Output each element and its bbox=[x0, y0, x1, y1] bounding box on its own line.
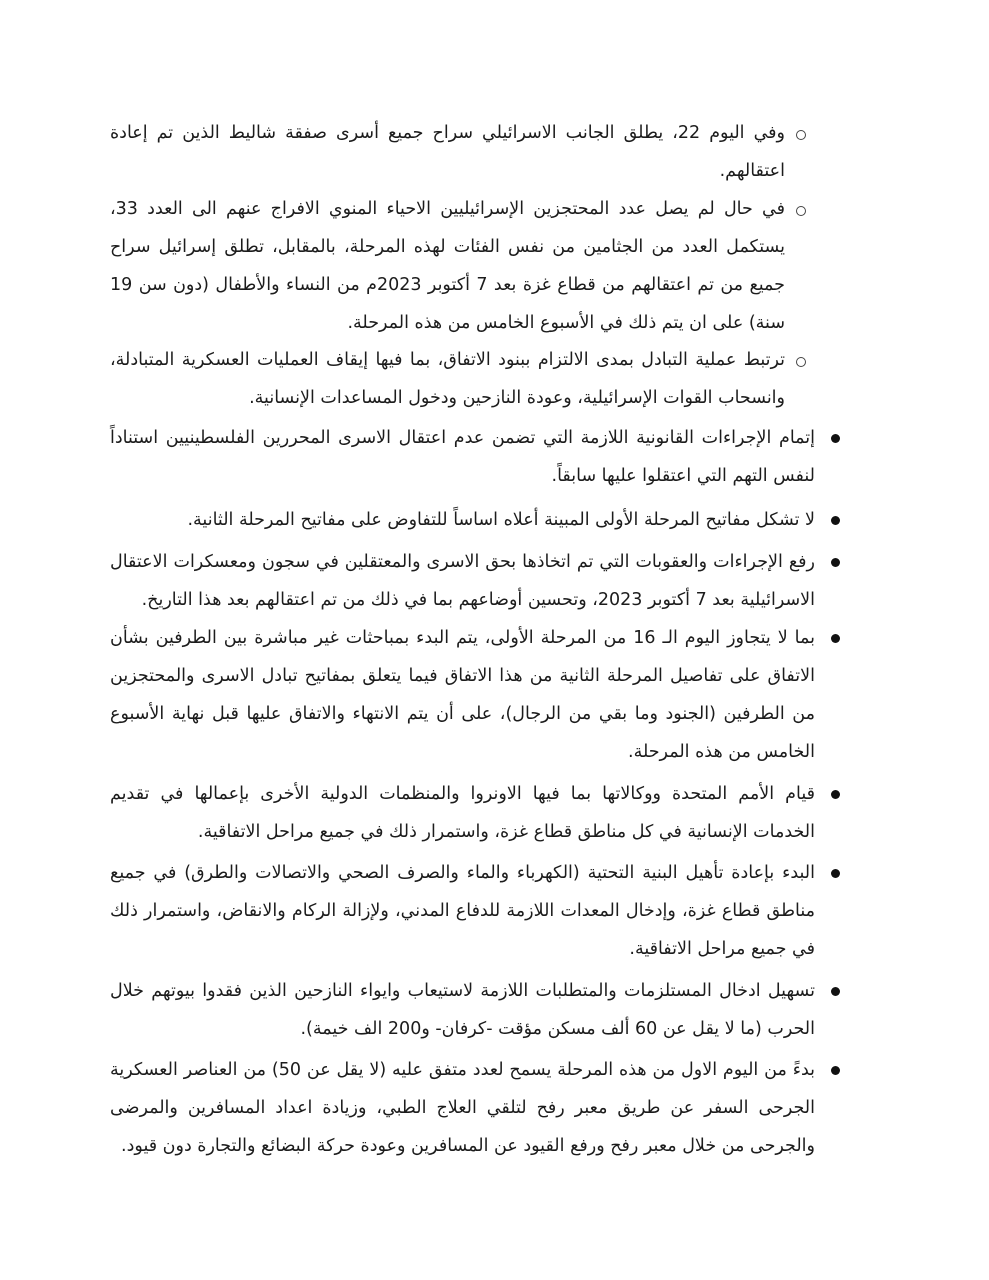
filled-circle-bullet-icon bbox=[831, 987, 840, 996]
list-item: قيام الأمم المتحدة ووكالاتها بما فيها الاونروا والمنظمات الدولية الأخرى بإعمالها في تقديم الخدمات الإنسانية في كل مناطق قطاع غزة، واستمرار ذلك في جميع مراحل الاتفاقية. bbox=[110, 784, 815, 842]
open-circle-bullet-icon bbox=[796, 357, 806, 367]
list-item: بما لا يتجاوز اليوم الـ 16 من المرحلة الأولى، يتم البدء بمباحثات غير مباشرة بين الطرفين بشأن الاتفاق على تفاصيل المرحلة الثانية من هذا الاتفاق فيما يتعلق بمفاتيح تبادل الاسرى والمحتجزين من الطرفين (الجنود وما بقي من الرجال)، على أن يتم الانتهاء والاتفاق عليها قبل نهاية الأسبوع الخامس من هذه المرحلة. bbox=[110, 628, 816, 762]
filled-circle-bullet-icon bbox=[831, 634, 840, 643]
open-circle-bullet-icon bbox=[796, 206, 806, 216]
sub-list-item: وفي اليوم 22، يطلق الجانب الاسرائيلي سراح جميع أسرى صفقة شاليط الذين تم إعادة اعتقالهم. bbox=[110, 123, 785, 181]
open-circle-bullet-icon bbox=[796, 130, 806, 140]
sub-list-item: في حال لم يصل عدد المحتجزين الإسرائيليين الاحياء المنوي الافراج عنهم الى العدد 33، يستكمل العدد من الجثامين من نفس الفئات لهذه المرحلة، بالمقابل، تطلق إسرائيل سراح جميع من تم اعتقالهم من قطاع غزة بعد 7 أكتوبر 2023م من النساء والأطفال (دون سن 19 سنة) على ان يتم ذلك في الأسبوع الخامس من هذه المرحلة. bbox=[110, 199, 785, 333]
list-item: بدءً من اليوم الاول من هذه المرحلة يسمح لعدد متفق عليه (لا يقل عن 50) من العناصر العسكرية الجرحى السفر عن طريق معبر رفح لتلقي العلاج الطبي، وزيادة اعداد المسافرين والمرضى والجرحى من خلال معبر رفح ورفع القيود عن المسافرين وعودة حركة البضائع والتجارة دون قيود. bbox=[110, 1060, 816, 1156]
list-item: لا تشكل مفاتيح المرحلة الأولى المبينة أعلاه اساساً للتفاوض على مفاتيح المرحلة الثانية. bbox=[187, 510, 815, 530]
list-item: إتمام الإجراءات القانونية اللازمة التي تضمن عدم اعتقال الاسرى المحررين الفلسطينيين استناداً لنفس التهم التي اعتقلوا عليها سابقاً. bbox=[110, 428, 815, 486]
list-item: تسهيل ادخال المستلزمات والمتطلبات اللازمة لاستيعاب وايواء النازحين الذين فقدوا بيوتهم خلال الحرب (ما لا يقل عن 60 ألف مسكن مؤقت -كرفان- و200 الف خيمة). bbox=[110, 981, 815, 1039]
filled-circle-bullet-icon bbox=[831, 434, 840, 443]
filled-circle-bullet-icon bbox=[831, 869, 840, 878]
sub-list-item: ترتبط عملية التبادل بمدى الالتزام ببنود الاتفاق، بما فيها إيقاف العمليات العسكرية المتبادلة، وانسحاب القوات الإسرائيلية، وعودة النازحين ودخول المساعدات الإنسانية. bbox=[110, 350, 785, 408]
filled-circle-bullet-icon bbox=[831, 790, 840, 799]
filled-circle-bullet-icon bbox=[831, 558, 840, 567]
list-item: رفع الإجراءات والعقوبات التي تم اتخاذها بحق الاسرى والمعتقلين في سجون ومعسكرات الاعتقال الاسرائيلية بعد 7 أكتوبر 2023، وتحسين أوضاعهم بما في ذلك من تم اعتقالهم بعد هذا التاريخ. bbox=[110, 552, 815, 610]
filled-circle-bullet-icon bbox=[831, 516, 840, 525]
filled-circle-bullet-icon bbox=[831, 1066, 840, 1075]
list-item: البدء بإعادة تأهيل البنية التحتية (الكهرباء والماء والصرف الصحي والاتصالات والطرق) في جميع مناطق قطاع غزة، وإدخال المعدات اللازمة للدفاع المدني، ولإزالة الركام والانقاض، واستمرار ذلك في جميع مراحل الاتفاقية. bbox=[110, 863, 815, 959]
